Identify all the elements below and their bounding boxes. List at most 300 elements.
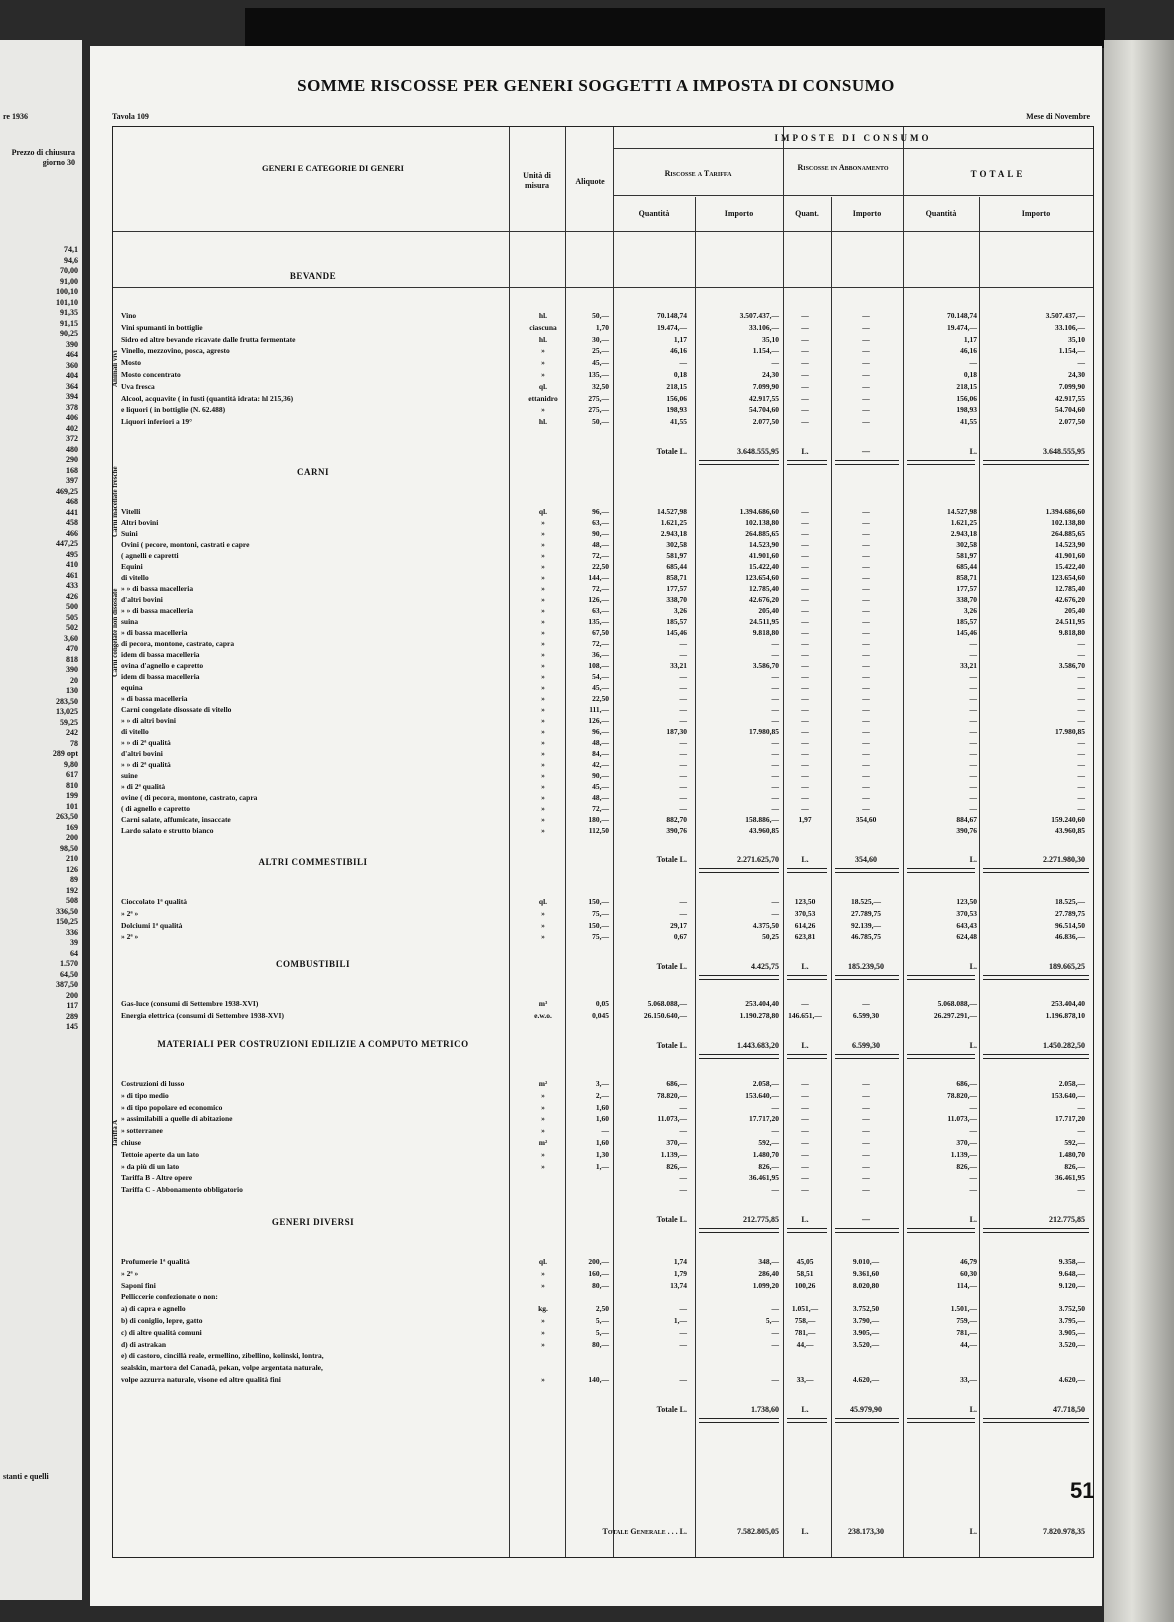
- cell-rate: 84,—: [592, 749, 609, 758]
- left-page-value: 39: [70, 938, 78, 947]
- cell-name: » assimilabili a quelle di abitazione: [121, 1114, 233, 1124]
- cell-i1: —: [771, 358, 779, 368]
- left-page-value: 508: [66, 896, 78, 905]
- cell-i1: 42.917,55: [749, 393, 779, 403]
- cell-q2: —: [801, 683, 809, 692]
- left-page-value: 89: [70, 875, 78, 884]
- cell-name: » 2ª »: [121, 908, 139, 918]
- cell-q1: 70.148,74: [657, 311, 687, 320]
- cell-q2: —: [801, 738, 809, 747]
- table-row: [113, 1138, 1093, 1149]
- cell-unit: »: [541, 716, 545, 725]
- cell-unit: »: [541, 672, 545, 681]
- total-qt: L.: [969, 962, 977, 972]
- cell-i2: —: [862, 358, 870, 368]
- table-row: [113, 738, 1093, 749]
- cell-i1: 826,—: [758, 1161, 779, 1171]
- cell-q2: —: [801, 1090, 809, 1100]
- top-black-bar: [245, 8, 1105, 48]
- cell-qt: 185,57: [956, 617, 977, 626]
- left-page-value: 90,25: [60, 329, 78, 338]
- table-row: [113, 705, 1093, 716]
- cell-unit: »: [541, 1268, 545, 1278]
- cell-it: 35,10: [1068, 334, 1085, 344]
- cell-rate: 45,—: [592, 683, 609, 692]
- left-page-value: 169: [66, 822, 78, 832]
- cell-name: ( di agnello e capretto: [121, 804, 191, 813]
- left-page-value: 101: [66, 801, 78, 811]
- cell-i2: —: [862, 346, 870, 356]
- section-title: MATERIALI PER COSTRUZIONI EDILIZIE A COMPUTO METRICO: [157, 1039, 469, 1049]
- cell-qt: 1.501,—: [950, 1304, 977, 1314]
- cell-q1: 686,—: [666, 1079, 687, 1088]
- cell-qt: —: [969, 804, 977, 813]
- cell-name: ( agnelli e capretti: [121, 551, 179, 560]
- cell-q1: 1.621,25: [660, 518, 687, 527]
- cell-i1: 24.511,95: [749, 617, 779, 626]
- table-row: [113, 727, 1093, 738]
- double-rule: [835, 460, 899, 465]
- left-page-value: 447,25: [56, 539, 78, 548]
- total-i2: 45.979,90: [850, 1404, 882, 1414]
- cell-rate: 1,60: [595, 1138, 609, 1147]
- cell-i2: —: [862, 760, 870, 769]
- cell-unit: »: [541, 661, 545, 670]
- cell-it: 9.818,80: [1058, 628, 1085, 637]
- cell-it: 826,—: [1064, 1161, 1085, 1171]
- table-row: [113, 405, 1093, 416]
- cell-qt: —: [969, 1173, 977, 1183]
- cell-qt: 685,44: [956, 562, 977, 571]
- cell-i2: —: [862, 393, 870, 403]
- double-rule: [787, 460, 827, 465]
- double-rule: [787, 1418, 827, 1423]
- cell-q1: 1.139,—: [660, 1149, 687, 1159]
- header-riscosse-abbonamento: Riscosse in Abbonamento: [797, 163, 889, 172]
- left-page-value: 200: [66, 833, 78, 842]
- cell-name: Altri bovini: [121, 518, 159, 527]
- cell-i2: —: [862, 1090, 870, 1100]
- cell-i1: 1.394.686,60: [739, 507, 779, 516]
- cell-i2: —: [862, 405, 870, 415]
- cell-i1: —: [771, 738, 779, 747]
- cell-unit: »: [541, 639, 545, 648]
- cell-unit: »: [541, 683, 545, 692]
- cell-rate: 96,—: [592, 727, 609, 736]
- cell-rate: 63,—: [592, 606, 609, 615]
- double-rule: [699, 975, 779, 980]
- double-rule: [787, 1228, 827, 1233]
- cell-unit: »: [541, 370, 545, 379]
- cell-it: —: [1077, 1126, 1085, 1136]
- cell-i2: —: [862, 727, 870, 736]
- cell-name: » di bassa macelleria: [121, 694, 188, 703]
- cell-it: 3.507.437,—: [1045, 311, 1085, 320]
- cell-it: —: [1077, 705, 1085, 714]
- cell-i1: —: [771, 782, 779, 791]
- cell-i2: —: [862, 370, 870, 379]
- cell-rate: 80,—: [592, 1339, 609, 1349]
- cell-q2: —: [801, 672, 809, 681]
- cell-qt: —: [969, 358, 977, 368]
- cell-unit: ql.: [538, 507, 548, 516]
- cell-q1: 685,44: [666, 562, 687, 571]
- page-number: 51: [1070, 1478, 1095, 1503]
- cell-i2: —: [862, 562, 870, 571]
- cell-i2: 3.752,50: [852, 1304, 880, 1314]
- cell-unit: »: [541, 650, 545, 659]
- cell-rate: 1,60: [595, 1102, 609, 1112]
- cell-name: ovina d'agnello e capretto: [121, 661, 204, 670]
- cell-name: Dolciumi 1ª qualità: [121, 920, 183, 930]
- cell-it: 46.836,—: [1055, 932, 1085, 942]
- header-importo-1: Importo: [724, 209, 754, 218]
- table-row: [113, 1340, 1093, 1351]
- total-it: 212.775,85: [1049, 1215, 1085, 1224]
- cell-q2: —: [801, 749, 809, 758]
- table-row: [113, 661, 1093, 672]
- cell-i2: —: [862, 551, 870, 560]
- table-row: [113, 1126, 1093, 1137]
- cell-q2: —: [801, 1173, 809, 1183]
- left-page-value: 91,35: [60, 308, 78, 317]
- cell-rate: 48,—: [592, 540, 609, 549]
- cell-i2: —: [862, 334, 870, 344]
- cell-name: Vinello, mezzovino, posca, agresto: [121, 346, 230, 356]
- cell-i1: 17.980,85: [749, 727, 779, 736]
- cell-q2: —: [801, 1114, 809, 1124]
- cell-i1: —: [771, 1102, 779, 1112]
- cell-i2: 3.520,—: [852, 1339, 880, 1349]
- cell-unit: »: [541, 705, 545, 714]
- header-quantita-3: Quantità: [925, 209, 957, 218]
- cell-i1: 153.640,—: [745, 1090, 779, 1100]
- cell-it: 1.154,—: [1058, 346, 1085, 356]
- cell-i2: —: [862, 650, 870, 659]
- total-qt: L.: [969, 1040, 977, 1050]
- cell-unit: »: [541, 749, 545, 758]
- cell-q1: 19.474,—: [657, 322, 687, 332]
- cell-name: Mosto concentrato: [121, 370, 181, 379]
- cell-qt: —: [969, 716, 977, 725]
- cell-q2: —: [801, 1185, 809, 1195]
- total-it: 2.271.980,30: [1043, 855, 1085, 864]
- table-row: [113, 1257, 1093, 1268]
- cell-i1: 264.885,65: [745, 529, 779, 538]
- left-page-value: 168: [66, 465, 78, 475]
- cell-i2: 9.361,60: [852, 1268, 880, 1278]
- cell-q1: —: [679, 738, 687, 747]
- table-row: [113, 1150, 1093, 1161]
- cell-q2: —: [801, 771, 809, 780]
- cell-i1: 50,25: [762, 932, 779, 942]
- cell-qt: 156,06: [956, 393, 977, 403]
- left-page-value: 466: [66, 528, 78, 538]
- cell-q2: —: [801, 1126, 809, 1136]
- cell-rate: 22,50: [592, 694, 609, 703]
- total-i1: 1.443.683,20: [737, 1040, 779, 1050]
- cell-unit: »: [541, 617, 545, 626]
- cell-qt: 759,—: [956, 1316, 977, 1325]
- cell-unit: »: [541, 804, 545, 813]
- cell-qt: 218,15: [956, 381, 977, 391]
- cell-i2: —: [862, 716, 870, 725]
- cell-rate: 2,—: [595, 1090, 609, 1100]
- double-rule: [699, 1418, 779, 1423]
- left-page-value: 390: [66, 339, 78, 349]
- cell-i1: 36.461,95: [749, 1173, 779, 1183]
- cell-i2: —: [862, 518, 870, 527]
- table-row: [113, 518, 1093, 529]
- cell-qt: 41,55: [960, 417, 977, 427]
- cell-rate: 275,—: [588, 405, 609, 415]
- cell-it: 1.480,70: [1058, 1149, 1085, 1159]
- cell-i1: 41.901,60: [749, 551, 779, 560]
- total-qt: L.: [969, 1215, 977, 1224]
- cell-it: 18.525,—: [1055, 897, 1085, 906]
- cell-it: 7.099,90: [1058, 381, 1085, 391]
- cell-i1: 2.058,—: [752, 1079, 779, 1088]
- left-page-value: 242: [66, 728, 78, 737]
- cell-rate: 75,—: [592, 908, 609, 918]
- cell-it: —: [1077, 672, 1085, 681]
- cell-i2: —: [862, 540, 870, 549]
- cell-i1: 9.818,80: [752, 628, 779, 637]
- cell-q1: —: [679, 1173, 687, 1183]
- cell-i2: —: [862, 1173, 870, 1183]
- cell-q1: 29,17: [670, 920, 687, 930]
- cell-q1: —: [679, 705, 687, 714]
- cell-i2: —: [862, 771, 870, 780]
- cell-q2: —: [801, 782, 809, 791]
- double-rule: [983, 460, 1089, 465]
- left-page-value: 199: [66, 791, 78, 800]
- cell-i2: —: [862, 782, 870, 791]
- cell-i2: 6.599,30: [852, 1010, 880, 1020]
- double-rule: [983, 975, 1089, 980]
- cell-rate: 50,—: [592, 311, 609, 320]
- cell-q1: 78.820,—: [657, 1090, 687, 1100]
- cell-i2: —: [862, 381, 870, 391]
- double-rule: [699, 868, 779, 873]
- table-row: [113, 595, 1093, 606]
- cell-it: 24,30: [1068, 370, 1085, 379]
- cell-i2: 46.785,75: [851, 932, 881, 942]
- cell-q2: —: [801, 381, 809, 391]
- cell-i1: —: [771, 1185, 779, 1195]
- cell-i1: 7.099,90: [752, 381, 779, 391]
- cell-unit: »: [541, 595, 545, 604]
- cell-name: » » di altri bovini: [121, 716, 177, 725]
- cell-unit: »: [541, 1327, 545, 1337]
- document-page: [90, 46, 1102, 1606]
- cell-i1: 35,10: [762, 334, 779, 344]
- cell-qt: 19.474,—: [947, 322, 977, 332]
- cell-q1: —: [679, 1304, 687, 1314]
- cell-q1: 826,—: [666, 1161, 687, 1171]
- left-page-value: 70,00: [60, 266, 78, 275]
- left-page-value: 263,50: [56, 812, 78, 821]
- table-row: [113, 1091, 1093, 1102]
- cell-unit: m³: [538, 999, 548, 1008]
- cell-q2: 623,81: [794, 932, 816, 942]
- cell-q1: 858,71: [666, 573, 687, 582]
- cell-q1: 1,74: [673, 1257, 687, 1266]
- cell-q1: —: [679, 650, 687, 659]
- cell-q2: —: [801, 1161, 809, 1171]
- cell-qt: 33,—: [960, 1375, 977, 1384]
- table-row: [113, 1103, 1093, 1114]
- table-row: [113, 694, 1093, 705]
- cell-i1: 205,40: [758, 606, 779, 615]
- cell-i1: 592,—: [758, 1138, 779, 1147]
- cell-it: 123.654,60: [1051, 573, 1085, 582]
- cell-i1: —: [771, 771, 779, 780]
- cell-q1: 1,79: [673, 1268, 687, 1278]
- cell-q2: —: [801, 639, 809, 648]
- cell-name: di vitello: [121, 573, 149, 582]
- cell-qt: 114,—: [956, 1280, 977, 1290]
- cell-it: —: [1077, 639, 1085, 648]
- left-page-value: 458: [66, 518, 78, 527]
- cell-i2: —: [862, 1161, 870, 1171]
- cell-qt: 44,—: [960, 1339, 977, 1349]
- table-row: [113, 650, 1093, 661]
- cell-i2: —: [862, 1149, 870, 1159]
- cell-it: —: [1077, 694, 1085, 703]
- double-rule: [907, 868, 975, 873]
- cell-unit: »: [541, 782, 545, 791]
- cell-qt: 2.943,18: [950, 529, 977, 538]
- cell-i1: —: [771, 672, 779, 681]
- cell-q2: —: [801, 346, 809, 356]
- double-rule: [835, 1418, 899, 1423]
- cell-i2: —: [862, 1185, 870, 1195]
- cell-unit: »: [541, 1114, 545, 1124]
- cell-it: 96.514,50: [1055, 920, 1085, 930]
- cell-name: volpe azzurra naturale, visone ed altre qualità fini: [121, 1375, 281, 1384]
- left-page-value: 192: [66, 885, 78, 895]
- cell-i2: 8.020,80: [852, 1280, 880, 1290]
- header-quantita-1: Quantità: [638, 209, 670, 218]
- cell-q2: —: [801, 617, 809, 626]
- cell-name: » » di 2ª qualità: [121, 738, 171, 747]
- cell-q1: 370,—: [666, 1138, 687, 1147]
- cell-i1: 33.106,—: [749, 322, 779, 332]
- cell-rate: 50,—: [592, 417, 609, 427]
- cell-it: —: [1077, 738, 1085, 747]
- cell-qt: 11.073,—: [947, 1114, 977, 1124]
- left-page-value: 289: [66, 1011, 78, 1021]
- cell-q1: —: [679, 694, 687, 703]
- cell-rate: 90,—: [592, 529, 609, 538]
- left-page-value: 406: [66, 413, 78, 422]
- left-page-value: 360: [66, 360, 78, 370]
- cell-it: 1.196.878,10: [1045, 1010, 1085, 1020]
- table-row: [113, 311, 1093, 322]
- cell-q2: —: [801, 573, 809, 582]
- total-i1: 2.271.625,70: [737, 855, 779, 864]
- cell-unit: »: [541, 908, 545, 918]
- cell-qt: —: [969, 738, 977, 747]
- header-unita: Unità di misura: [523, 171, 551, 190]
- cell-it: 9.648,—: [1058, 1268, 1085, 1278]
- cell-q2: —: [801, 507, 809, 516]
- cell-i2: —: [862, 793, 870, 802]
- cell-q2: —: [801, 705, 809, 714]
- cell-qt: 26.297.291,—: [933, 1010, 977, 1020]
- cell-q1: —: [679, 1339, 687, 1349]
- cell-q2: —: [801, 393, 809, 403]
- cell-rate: 75,—: [592, 932, 609, 942]
- cell-q1: —: [679, 1102, 687, 1112]
- total-i2: 185.239,50: [848, 962, 884, 972]
- double-rule: [983, 1418, 1089, 1423]
- cell-i2: —: [862, 738, 870, 747]
- cell-qt: 581,97: [956, 551, 977, 560]
- left-page-value: 500: [66, 602, 78, 611]
- cell-q1: 2.943,18: [660, 529, 687, 538]
- cell-q1: 3,26: [673, 606, 687, 615]
- total-label: Totale L.: [656, 1040, 687, 1050]
- side-label-carni-fresche: Carni macellate fresche: [111, 466, 119, 537]
- total-i1: 1.738,60: [751, 1404, 779, 1414]
- cell-name: ovine ( di pecora, montone, castrato, capra: [121, 793, 258, 802]
- section-title: ALTRI COMMESTIBILI: [258, 857, 368, 867]
- cell-rate: 275,—: [588, 393, 609, 403]
- total-label: Totale L.: [656, 1404, 687, 1414]
- section-title: COMBUSTIBILI: [275, 959, 351, 969]
- left-page-column-head: Prezzo di chiusura giorno 30: [11, 148, 75, 167]
- cell-q2: —: [801, 606, 809, 615]
- table-row: [113, 683, 1093, 694]
- cell-i1: —: [771, 639, 779, 648]
- total-i1: 212.775,85: [743, 1215, 779, 1224]
- cell-i1: 14.523,90: [749, 540, 779, 549]
- cell-name: idem di bassa macelleria: [121, 672, 200, 681]
- left-page-value: 397: [66, 476, 78, 485]
- cell-q1: 13,74: [670, 1280, 687, 1290]
- cell-qt: —: [969, 771, 977, 780]
- page-title: SOMME RISCOSSE PER GENERI SOGGETTI A IMPOSTA DI CONSUMO: [297, 76, 895, 95]
- double-rule: [699, 460, 779, 465]
- double-rule: [907, 1418, 975, 1423]
- cell-unit: »: [541, 358, 545, 368]
- cell-q1: —: [679, 716, 687, 725]
- table-row: [113, 672, 1093, 683]
- cell-name: » » di 2ª qualità: [121, 760, 171, 769]
- cell-q1: 145,46: [666, 628, 687, 637]
- cell-i1: 253.404,40: [745, 999, 779, 1008]
- cell-i2: 3.905,—: [852, 1327, 880, 1337]
- cell-name: chiuse: [121, 1138, 142, 1147]
- cell-q1: —: [679, 771, 687, 780]
- cell-qt: 123,50: [956, 897, 977, 906]
- left-page-value: 461: [66, 570, 78, 580]
- cell-rate: 144,—: [588, 573, 609, 582]
- cell-qt: 3,26: [963, 606, 977, 615]
- double-rule: [787, 868, 827, 873]
- cell-q2: —: [801, 417, 809, 427]
- cell-i1: —: [771, 683, 779, 692]
- side-label-animali: Animali vivi: [111, 350, 119, 387]
- cell-qt: 0,18: [963, 370, 977, 379]
- cell-unit: »: [541, 405, 545, 415]
- cell-it: 205,40: [1064, 606, 1085, 615]
- left-page-value: 289 opt: [52, 749, 78, 758]
- total-q2: L.: [801, 962, 809, 972]
- cell-qt: 781,—: [956, 1327, 977, 1337]
